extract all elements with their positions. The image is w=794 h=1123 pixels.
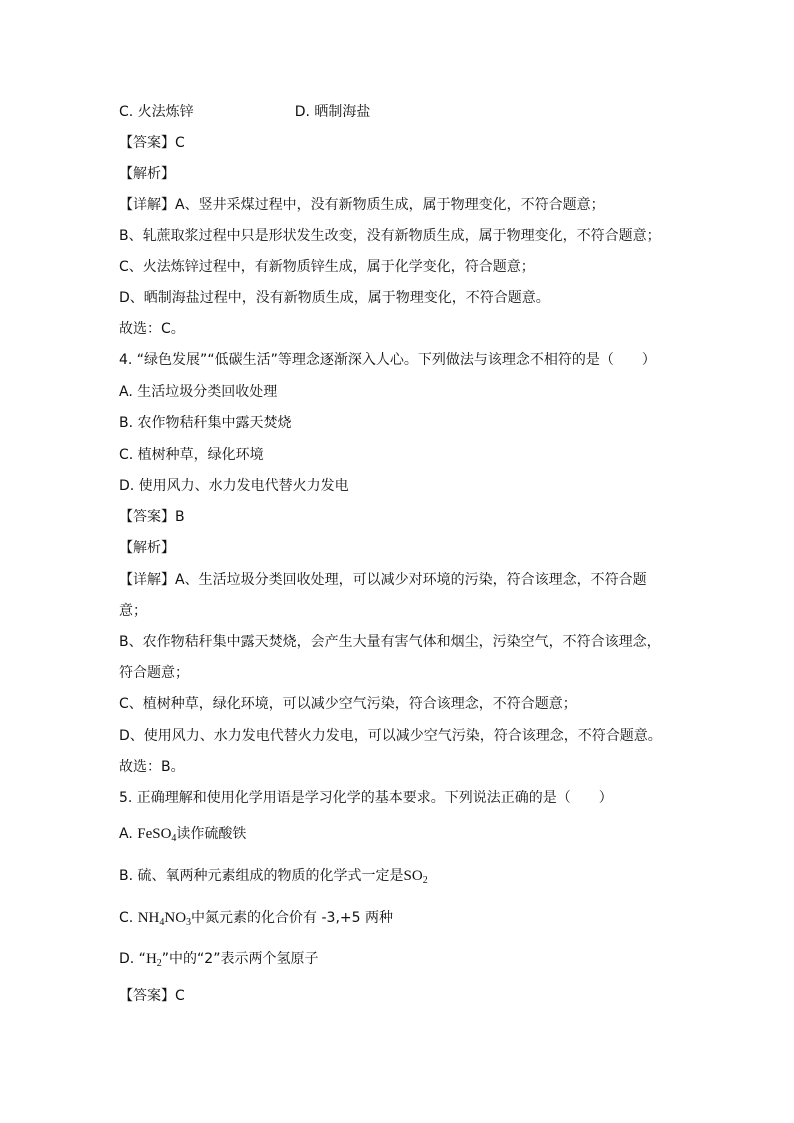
q5-option-a-formula: FeSO$_4$ xyxy=(137,826,177,844)
q4-answer: 【答案】B xyxy=(119,509,185,525)
q4-option-d: D. 使用风力、水力发电代替火力发电 xyxy=(119,478,349,494)
q4-conclusion: 故选：B。 xyxy=(119,759,185,775)
q4-detail-b-line1: B、农作物秸秆集中露天焚烧，会产生大量有害气体和烟尘，污染空气，不符合该理念， xyxy=(119,634,661,650)
q5-stem: 5. 正确理解和使用化学用语是学习化学的基本要求。下列说法正确的是（ ） xyxy=(119,790,613,806)
q5-answer: 【答案】C xyxy=(119,988,185,1004)
q3-conclusion: 故选：C。 xyxy=(119,321,185,337)
q4-detail-a-line1: 【详解】A、生活垃圾分类回收处理，可以减少对环境的污染，符合该理念，不符合题 xyxy=(119,572,647,588)
q4-option-c: C. 植树种草，绿化环境 xyxy=(119,447,264,463)
q3-answer: 【答案】C xyxy=(119,135,185,151)
q3-detail-d: D、晒制海盐过程中，没有新物质生成，属于物理变化，不符合题意。 xyxy=(119,290,550,306)
q4-detail-b-line2: 符合题意； xyxy=(119,665,189,681)
q5-option-b: B. 硫、氧两种元素组成的物质的化学式一定是$SO_2$ xyxy=(119,868,428,886)
q3-detail-b: B、轧蔗取浆过程中只是形状发生改变，没有新物质生成，属于物理变化，不符合题意； xyxy=(119,228,661,244)
q4-detail-a-line2: 意； xyxy=(119,603,147,619)
q4-detail-d: D、使用风力、水力发电代替火力发电，可以减少空气污染，符合该理念，不符合题意。 xyxy=(119,728,662,744)
q5-option-a: A. FeSO$_4$读作硫酸铁 xyxy=(119,826,247,844)
q4-stem: 4. “绿色发展”“低碳生活”等理念逐渐深入人心。下列做法与该理念不相符的是（ ） xyxy=(119,352,656,368)
q3-option-d: D. 晒制海盐 xyxy=(294,104,371,120)
q4-detail-c: C、植树种草，绿化环境，可以减少空气污染，符合该理念，不符合题意； xyxy=(119,696,577,712)
q3-options-cd xyxy=(119,102,370,122)
q4-analysis-heading: 【解析】 xyxy=(119,540,175,556)
q3-detail-a: 【详解】A、竖井采煤过程中，没有新物质生成，属于物理变化，不符合题意； xyxy=(119,197,605,213)
q5-option-c: C. $NH_4NO_3$中氮元素的化合价有 -3,+5 两种 xyxy=(119,910,393,928)
q5-option-d: D. “$H_2$”中的“2”表示两个氢原子 xyxy=(119,951,319,969)
q3-analysis-heading: 【解析】 xyxy=(119,166,175,182)
q3-option-c: C. 火法炼锌 xyxy=(119,104,194,120)
q5-option-d-formula: $H_2$ xyxy=(145,951,162,969)
q4-option-b: B. 农作物秸秆集中露天焚烧 xyxy=(119,415,292,431)
q3-detail-c: C、火法炼锌过程中，有新物质锌生成，属于化学变化，符合题意； xyxy=(119,259,535,275)
q4-option-a: A. 生活垃圾分类回收处理 xyxy=(119,384,278,400)
q5-option-b-formula: $SO_2$ xyxy=(403,868,428,886)
q5-option-c-formula: $NH_4NO_3$ xyxy=(137,910,192,928)
